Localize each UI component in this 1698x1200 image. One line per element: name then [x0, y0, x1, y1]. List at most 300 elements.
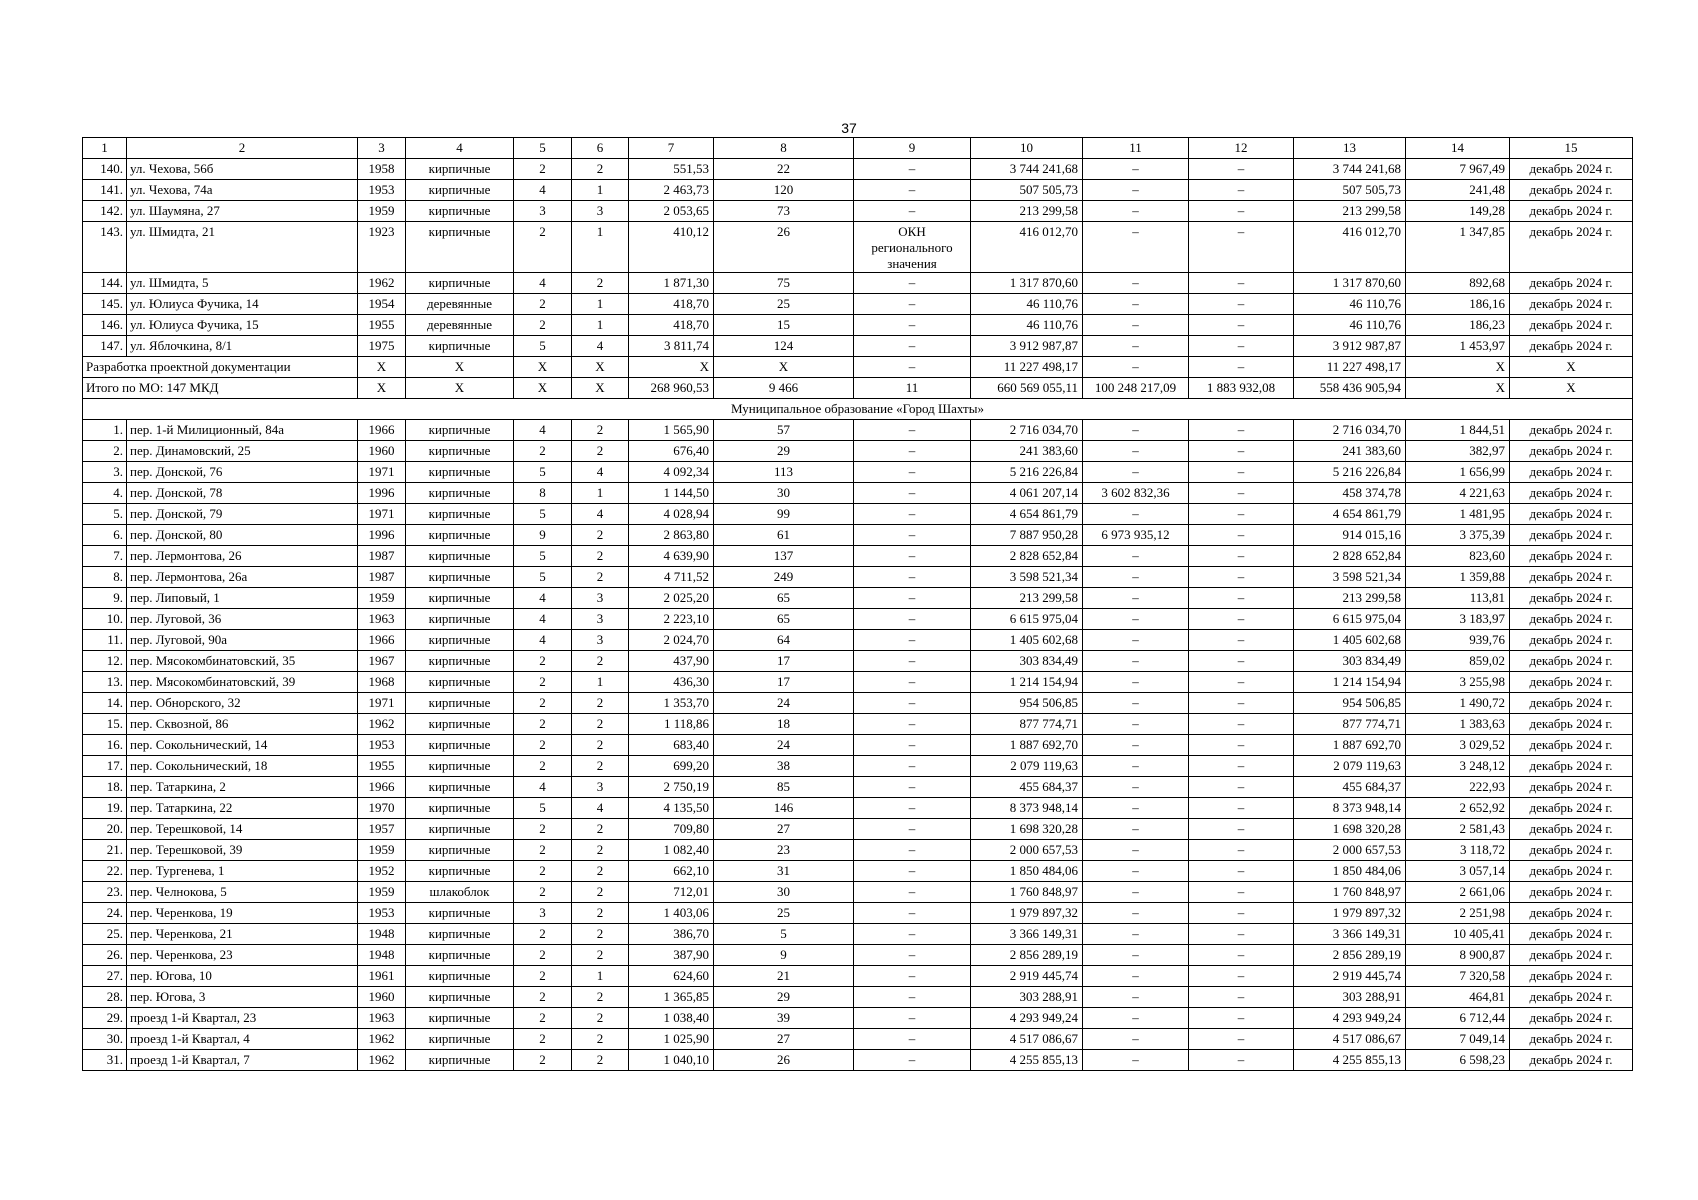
- table-cell: кирпичные: [406, 735, 514, 756]
- table-cell: 2: [572, 903, 629, 924]
- table-cell: 1 850 484,06: [1294, 861, 1406, 882]
- table-cell: 2 750,19: [629, 777, 714, 798]
- table-cell: кирпичные: [406, 609, 514, 630]
- table-cell: 26.: [83, 945, 127, 966]
- table-cell: 120: [714, 180, 854, 201]
- table-cell: –: [1083, 588, 1189, 609]
- table-cell: 7 049,14: [1406, 1029, 1510, 1050]
- table-cell: 8.: [83, 567, 127, 588]
- table-cell: –: [1189, 546, 1294, 567]
- table-cell: Х: [629, 357, 714, 378]
- table-cell: ул. Шмидта, 5: [127, 273, 358, 294]
- table-cell: 1: [572, 180, 629, 201]
- table-cell: 1953: [358, 180, 406, 201]
- table-cell: –: [854, 441, 971, 462]
- table-cell: 4: [514, 609, 572, 630]
- table-cell: декабрь 2024 г.: [1510, 588, 1633, 609]
- table-cell: 3 375,39: [1406, 525, 1510, 546]
- table-cell: пер. Луговой, 36: [127, 609, 358, 630]
- table-cell: 1963: [358, 609, 406, 630]
- table-cell: 3 255,98: [1406, 672, 1510, 693]
- table-cell: –: [1189, 945, 1294, 966]
- table-cell: 3 912 987,87: [1294, 336, 1406, 357]
- table-cell: 1 347,85: [1406, 222, 1510, 273]
- table-cell: 1: [572, 966, 629, 987]
- table-cell: 2: [572, 714, 629, 735]
- table-cell: 1960: [358, 441, 406, 462]
- table-cell: 2 828 652,84: [971, 546, 1083, 567]
- table-cell: –: [854, 819, 971, 840]
- column-header-3: 3: [358, 138, 406, 159]
- table-cell: 26: [714, 1050, 854, 1071]
- table-cell: 3 029,52: [1406, 735, 1510, 756]
- table-cell: 1966: [358, 630, 406, 651]
- table-cell: 1 760 848,97: [971, 882, 1083, 903]
- table-row: [83, 222, 1633, 273]
- table-cell: 4.: [83, 483, 127, 504]
- table-cell: –: [1083, 504, 1189, 525]
- table-cell: 2 053,65: [629, 201, 714, 222]
- table-cell: декабрь 2024 г.: [1510, 630, 1633, 651]
- table-cell: кирпичные: [406, 420, 514, 441]
- table-cell: декабрь 2024 г.: [1510, 420, 1633, 441]
- table-cell: –: [1083, 273, 1189, 294]
- table-cell: –: [854, 609, 971, 630]
- table-cell: 213 299,58: [1294, 588, 1406, 609]
- table-cell: кирпичные: [406, 945, 514, 966]
- table-cell: 4: [514, 630, 572, 651]
- table-cell: ул. Чехова, 74а: [127, 180, 358, 201]
- table-cell: 4 221,63: [1406, 483, 1510, 504]
- table-cell: кирпичные: [406, 798, 514, 819]
- table-cell: 25: [714, 903, 854, 924]
- table-cell: 1962: [358, 1029, 406, 1050]
- table-cell: –: [1189, 483, 1294, 504]
- table-cell: –: [854, 180, 971, 201]
- table-cell: 2: [572, 924, 629, 945]
- table-row: [83, 315, 1633, 336]
- table-row: [83, 987, 1633, 1008]
- table-cell: 1 871,30: [629, 273, 714, 294]
- table-cell: 65: [714, 609, 854, 630]
- table-cell: –: [854, 945, 971, 966]
- table-row: [83, 756, 1633, 777]
- table-row: [83, 546, 1633, 567]
- table-cell: 15.: [83, 714, 127, 735]
- table-cell: 1 038,40: [629, 1008, 714, 1029]
- table-cell: 1957: [358, 819, 406, 840]
- table-cell: 2: [572, 567, 629, 588]
- table-cell: 2 652,92: [1406, 798, 1510, 819]
- table-cell: –: [854, 840, 971, 861]
- table-cell: 2: [514, 222, 572, 273]
- table-cell: 676,40: [629, 441, 714, 462]
- table-cell: 23.: [83, 882, 127, 903]
- table-cell: –: [1083, 1029, 1189, 1050]
- table-cell: 241 383,60: [1294, 441, 1406, 462]
- table-cell: 30: [714, 483, 854, 504]
- table-cell: кирпичные: [406, 525, 514, 546]
- table-cell: декабрь 2024 г.: [1510, 1008, 1633, 1029]
- table-cell: 4: [514, 777, 572, 798]
- table-cell: 1962: [358, 714, 406, 735]
- housing-table: [82, 137, 1633, 1071]
- table-cell: 1 979 897,32: [1294, 903, 1406, 924]
- table-cell: –: [1189, 819, 1294, 840]
- table-cell: 4 061 207,14: [971, 483, 1083, 504]
- table-cell: –: [1083, 966, 1189, 987]
- table-cell: –: [854, 924, 971, 945]
- table-cell: кирпичные: [406, 672, 514, 693]
- table-cell: –: [1083, 777, 1189, 798]
- table-cell: –: [854, 420, 971, 441]
- table-cell: 17: [714, 672, 854, 693]
- table-cell: 1955: [358, 756, 406, 777]
- table-cell: 1 383,63: [1406, 714, 1510, 735]
- table-cell: 4 711,52: [629, 567, 714, 588]
- table-cell: пер. Мясокомбинатовский, 39: [127, 672, 358, 693]
- table-cell: 1 040,10: [629, 1050, 714, 1071]
- table-cell: –: [1189, 693, 1294, 714]
- table-cell: 2: [572, 819, 629, 840]
- table-cell: –: [1083, 840, 1189, 861]
- table-cell: –: [1083, 546, 1189, 567]
- table-cell: 30.: [83, 1029, 127, 1050]
- table-cell: 2: [514, 315, 572, 336]
- table-cell: 2: [514, 819, 572, 840]
- table-cell: –: [854, 987, 971, 1008]
- table-cell: декабрь 2024 г.: [1510, 441, 1633, 462]
- table-cell: 3 248,12: [1406, 756, 1510, 777]
- table-cell: –: [1189, 567, 1294, 588]
- table-row: [83, 945, 1633, 966]
- table-cell: –: [1189, 336, 1294, 357]
- table-cell: 662,10: [629, 861, 714, 882]
- table-cell: –: [1189, 222, 1294, 273]
- table-row: [83, 294, 1633, 315]
- table-cell: 303 834,49: [1294, 651, 1406, 672]
- table-cell: кирпичные: [406, 273, 514, 294]
- table-cell: 558 436 905,94: [1294, 378, 1406, 399]
- table-cell: –: [854, 651, 971, 672]
- table-cell: 75: [714, 273, 854, 294]
- table-cell: –: [1189, 609, 1294, 630]
- table-cell: 2: [572, 441, 629, 462]
- table-cell: декабрь 2024 г.: [1510, 462, 1633, 483]
- table-cell: 1970: [358, 798, 406, 819]
- table-cell: 2: [514, 672, 572, 693]
- table-cell: 1962: [358, 1050, 406, 1071]
- table-cell: 2: [572, 1008, 629, 1029]
- table-cell: 4 028,94: [629, 504, 714, 525]
- table-cell: 6 615 975,04: [971, 609, 1083, 630]
- table-row: [83, 903, 1633, 924]
- table-row: [83, 798, 1633, 819]
- table-cell: 29: [714, 987, 854, 1008]
- table-cell: –: [1189, 987, 1294, 1008]
- table-cell: 12.: [83, 651, 127, 672]
- table-cell: –: [854, 714, 971, 735]
- table-cell: 3 744 241,68: [1294, 159, 1406, 180]
- table-row: [83, 201, 1633, 222]
- table-cell: 140.: [83, 159, 127, 180]
- table-cell: –: [1189, 903, 1294, 924]
- table-cell: 6 712,44: [1406, 1008, 1510, 1029]
- table-cell: 2 919 445,74: [1294, 966, 1406, 987]
- table-cell: –: [854, 315, 971, 336]
- table-cell: 2: [514, 756, 572, 777]
- table-cell: декабрь 2024 г.: [1510, 882, 1633, 903]
- table-cell: –: [1083, 159, 1189, 180]
- table-cell: 100 248 217,09: [1083, 378, 1189, 399]
- table-cell: декабрь 2024 г.: [1510, 546, 1633, 567]
- table-cell: –: [1083, 630, 1189, 651]
- table-cell: 3 744 241,68: [971, 159, 1083, 180]
- table-cell: декабрь 2024 г.: [1510, 525, 1633, 546]
- table-cell: 1 317 870,60: [971, 273, 1083, 294]
- table-cell: 11.: [83, 630, 127, 651]
- column-header-7: 7: [629, 138, 714, 159]
- section-title: Муниципальное образование «Город Шахты»: [83, 399, 1633, 420]
- table-cell: 2: [572, 861, 629, 882]
- table-cell: 2: [514, 1008, 572, 1029]
- table-cell: 2: [572, 1029, 629, 1050]
- table-cell: декабрь 2024 г.: [1510, 756, 1633, 777]
- table-cell: 2: [572, 735, 629, 756]
- table-cell: пер. Донской, 79: [127, 504, 358, 525]
- table-cell: 3 598 521,34: [971, 567, 1083, 588]
- table-cell: 27.: [83, 966, 127, 987]
- table-cell: 1 698 320,28: [1294, 819, 1406, 840]
- table-cell: 21.: [83, 840, 127, 861]
- table-cell: –: [1083, 201, 1189, 222]
- table-cell: 64: [714, 630, 854, 651]
- table-cell: 11 227 498,17: [1294, 357, 1406, 378]
- table-cell: 9 466: [714, 378, 854, 399]
- table-cell: 124: [714, 336, 854, 357]
- table-cell: деревянные: [406, 315, 514, 336]
- table-cell: 3 118,72: [1406, 840, 1510, 861]
- column-header-1: 1: [83, 138, 127, 159]
- table-cell: 5.: [83, 504, 127, 525]
- table-cell: 2: [572, 159, 629, 180]
- table-cell: 416 012,70: [1294, 222, 1406, 273]
- table-cell: кирпичные: [406, 180, 514, 201]
- table-cell: 17.: [83, 756, 127, 777]
- table-cell: –: [1083, 945, 1189, 966]
- table-row: [83, 861, 1633, 882]
- table-row: [83, 273, 1633, 294]
- table-cell: –: [854, 504, 971, 525]
- table-cell: декабрь 2024 г.: [1510, 777, 1633, 798]
- table-row: [83, 630, 1633, 651]
- table-cell: 859,02: [1406, 651, 1510, 672]
- table-cell: 2: [572, 546, 629, 567]
- table-cell: 3: [514, 903, 572, 924]
- table-row: [83, 420, 1633, 441]
- table-cell: пер. Черенкова, 21: [127, 924, 358, 945]
- table-cell: кирпичные: [406, 840, 514, 861]
- table-cell: 892,68: [1406, 273, 1510, 294]
- column-header-10: 10: [971, 138, 1083, 159]
- table-cell: –: [1189, 966, 1294, 987]
- table-cell: ул. Юлиуса Фучика, 15: [127, 315, 358, 336]
- table-cell: кирпичные: [406, 336, 514, 357]
- column-header-6: 6: [572, 138, 629, 159]
- table-cell: 4 517 086,67: [971, 1029, 1083, 1050]
- table-cell: 1996: [358, 525, 406, 546]
- table-cell: кирпичные: [406, 567, 514, 588]
- okn-note: ОКН регионального значения: [854, 222, 971, 273]
- table-cell: Х: [1406, 357, 1510, 378]
- table-cell: пер. Сокольнический, 14: [127, 735, 358, 756]
- table-cell: 2: [514, 966, 572, 987]
- table-cell: –: [1083, 567, 1189, 588]
- table-cell: 2 716 034,70: [1294, 420, 1406, 441]
- table-cell: –: [1083, 1008, 1189, 1029]
- table-cell: 241 383,60: [971, 441, 1083, 462]
- summary-row: [83, 378, 1633, 399]
- column-header-5: 5: [514, 138, 572, 159]
- table-cell: 3: [572, 201, 629, 222]
- table-cell: Х: [572, 378, 629, 399]
- table-cell: 29.: [83, 1008, 127, 1029]
- column-header-14: 14: [1406, 138, 1510, 159]
- table-cell: 410,12: [629, 222, 714, 273]
- table-cell: –: [1189, 651, 1294, 672]
- table-cell: 15: [714, 315, 854, 336]
- table-cell: пер. Терешковой, 39: [127, 840, 358, 861]
- table-cell: –: [854, 672, 971, 693]
- table-cell: 418,70: [629, 315, 714, 336]
- table-cell: 3 366 149,31: [971, 924, 1083, 945]
- table-cell: пер. Сокольнический, 18: [127, 756, 358, 777]
- table-cell: 2 079 119,63: [1294, 756, 1406, 777]
- table-row: [83, 588, 1633, 609]
- table-cell: 3 811,74: [629, 336, 714, 357]
- table-cell: 61: [714, 525, 854, 546]
- table-row: [83, 441, 1633, 462]
- table-cell: Х: [358, 357, 406, 378]
- table-cell: 1: [572, 672, 629, 693]
- table-cell: кирпичные: [406, 588, 514, 609]
- table-cell: 2: [514, 441, 572, 462]
- table-cell: шлакоблок: [406, 882, 514, 903]
- table-row: [83, 525, 1633, 546]
- table-cell: 27: [714, 1029, 854, 1050]
- table-cell: –: [1083, 798, 1189, 819]
- table-cell: 5: [514, 462, 572, 483]
- table-cell: –: [1189, 462, 1294, 483]
- table-row: [83, 1050, 1633, 1071]
- table-cell: 1971: [358, 462, 406, 483]
- table-cell: 1 481,95: [1406, 504, 1510, 525]
- table-cell: Х: [714, 357, 854, 378]
- table-cell: –: [854, 861, 971, 882]
- table-cell: 3: [572, 588, 629, 609]
- page-number: 37: [841, 120, 857, 136]
- table-cell: 10.: [83, 609, 127, 630]
- table-cell: 507 505,73: [1294, 180, 1406, 201]
- table-cell: 1 453,97: [1406, 336, 1510, 357]
- table-cell: 1959: [358, 588, 406, 609]
- table-cell: 2 661,06: [1406, 882, 1510, 903]
- table-cell: декабрь 2024 г.: [1510, 567, 1633, 588]
- table-cell: декабрь 2024 г.: [1510, 336, 1633, 357]
- table-cell: –: [1189, 840, 1294, 861]
- table-cell: 26: [714, 222, 854, 273]
- table-cell: –: [854, 159, 971, 180]
- table-cell: –: [854, 777, 971, 798]
- table-cell: 7.: [83, 546, 127, 567]
- table-cell: –: [1189, 861, 1294, 882]
- column-header-9: 9: [854, 138, 971, 159]
- table-cell: пер. Челнокова, 5: [127, 882, 358, 903]
- table-cell: –: [1083, 180, 1189, 201]
- table-cell: кирпичные: [406, 1029, 514, 1050]
- table-cell: 3 602 832,36: [1083, 483, 1189, 504]
- table-cell: –: [1083, 294, 1189, 315]
- table-row: [83, 336, 1633, 357]
- table-cell: 3: [514, 201, 572, 222]
- table-cell: проезд 1-й Квартал, 23: [127, 1008, 358, 1029]
- table-cell: 18.: [83, 777, 127, 798]
- table-cell: 39: [714, 1008, 854, 1029]
- table-cell: –: [854, 798, 971, 819]
- table-cell: 38: [714, 756, 854, 777]
- table-cell: –: [1083, 609, 1189, 630]
- table-row: [83, 693, 1633, 714]
- table-cell: 16.: [83, 735, 127, 756]
- table-cell: 1 656,99: [1406, 462, 1510, 483]
- table-cell: –: [1083, 462, 1189, 483]
- table-cell: –: [1189, 273, 1294, 294]
- table-cell: –: [1083, 987, 1189, 1008]
- table-cell: 2: [572, 987, 629, 1008]
- table-cell: пер. Терешковой, 14: [127, 819, 358, 840]
- table-cell: 73: [714, 201, 854, 222]
- table-cell: –: [854, 546, 971, 567]
- table-cell: 2: [514, 924, 572, 945]
- table-cell: кирпичные: [406, 714, 514, 735]
- table-cell: 7 887 950,28: [971, 525, 1083, 546]
- table-cell: декабрь 2024 г.: [1510, 1029, 1633, 1050]
- table-cell: 113: [714, 462, 854, 483]
- table-row: [83, 462, 1633, 483]
- table-cell: 46 110,76: [971, 315, 1083, 336]
- table-cell: –: [854, 630, 971, 651]
- column-header-8: 8: [714, 138, 854, 159]
- table-cell: 1 844,51: [1406, 420, 1510, 441]
- table-cell: 142.: [83, 201, 127, 222]
- table-cell: –: [854, 903, 971, 924]
- table-cell: 1923: [358, 222, 406, 273]
- table-cell: 1 353,70: [629, 693, 714, 714]
- table-cell: –: [1189, 714, 1294, 735]
- table-cell: 1963: [358, 1008, 406, 1029]
- table-cell: 455 684,37: [971, 777, 1083, 798]
- table-cell: –: [1189, 672, 1294, 693]
- table-cell: 2 856 289,19: [971, 945, 1083, 966]
- table-row: [83, 735, 1633, 756]
- table-cell: 29: [714, 441, 854, 462]
- table-cell: 303 288,91: [971, 987, 1083, 1008]
- table-row: [83, 777, 1633, 798]
- table-cell: 1 490,72: [1406, 693, 1510, 714]
- table-cell: 1959: [358, 882, 406, 903]
- table-cell: 877 774,71: [1294, 714, 1406, 735]
- table-cell: 2: [514, 159, 572, 180]
